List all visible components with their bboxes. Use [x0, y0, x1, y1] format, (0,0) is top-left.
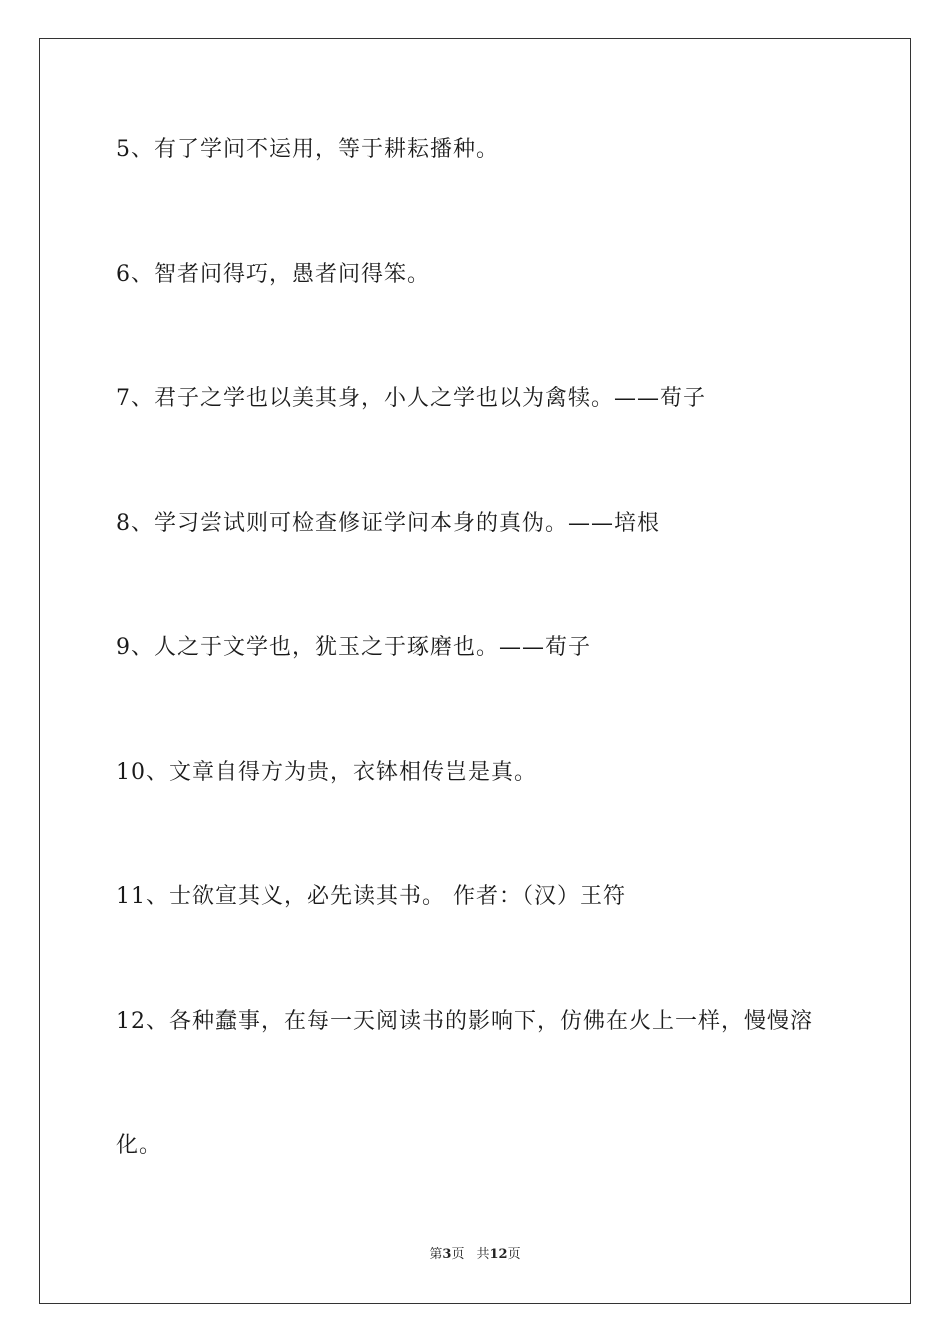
total-suffix: 页 — [507, 1247, 521, 1262]
page-prefix: 第 — [429, 1247, 443, 1262]
quote-line-10: 10、文章自得方为贵，衣钵相传岂是真。 — [116, 760, 537, 785]
page-number: 3 — [442, 1247, 452, 1262]
quote-line-5: 5、有了学问不运用，等于耕耘播种。 — [116, 137, 499, 162]
total-pages: 12 — [489, 1247, 508, 1262]
quote-line-6: 6、智者问得巧，愚者问得笨。 — [116, 262, 430, 287]
total-prefix: 共 — [476, 1247, 490, 1262]
quote-line-8: 8、学习尝试则可检查修证学问本身的真伪。——培根 — [116, 511, 660, 536]
page-border — [39, 38, 911, 1304]
quote-line-7: 7、君子之学也以美其身，小人之学也以为禽犊。——荀子 — [116, 386, 706, 411]
quote-line-9: 9、人之于文学也，犹玉之于琢磨也。——荀子 — [116, 635, 591, 660]
page-suffix: 页 — [451, 1247, 465, 1262]
quote-line-12: 12、各种蠢事，在每一天阅读书的影响下，仿佛在火上一样，慢慢溶 — [116, 1009, 813, 1034]
quote-line-12-continued: 化。 — [116, 1133, 163, 1158]
page-footer — [0, 1246, 950, 1264]
quote-line-11: 11、士欲宣其义，必先读其书。 作者：（汉）王符 — [116, 884, 626, 909]
